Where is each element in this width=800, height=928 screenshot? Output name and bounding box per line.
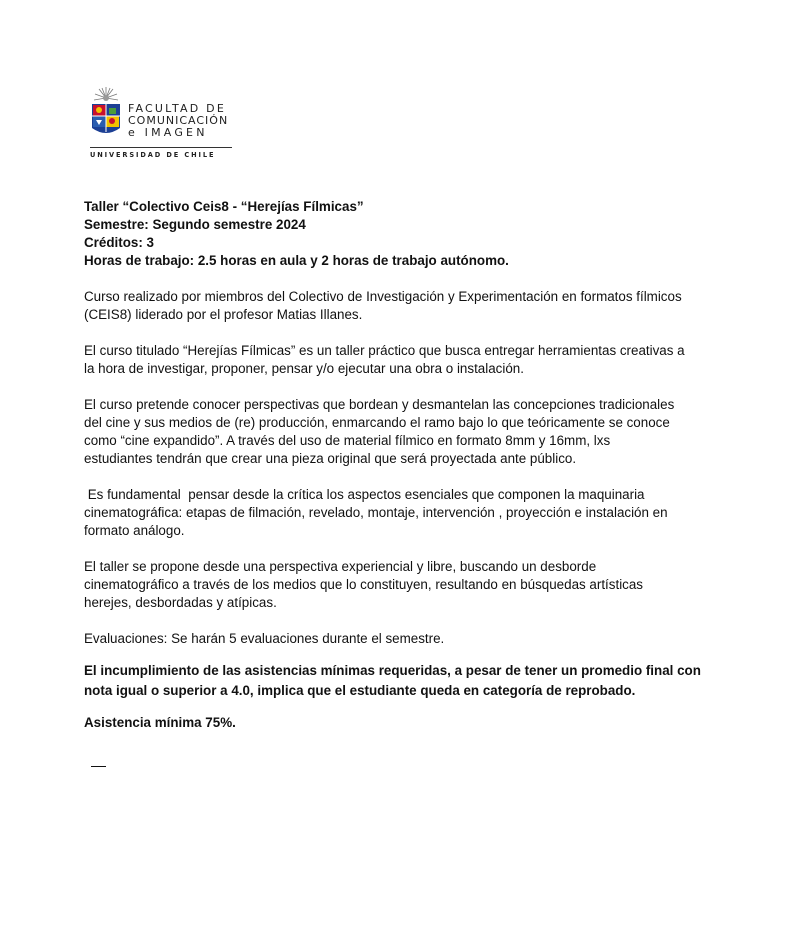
trailing-dash [91, 766, 106, 767]
university-name: UNIVERSIDAD DE CHILE [90, 147, 232, 159]
credits: Créditos: 3 [84, 235, 154, 250]
document-body [84, 198, 714, 732]
paragraph-5-line: El taller se propone desde una perspectiva experiencial y libre, buscando un desborde [84, 559, 597, 574]
warning-line: El incumplimiento de las asistencias mínimas requeridas, a pesar de tener un promedio final con [84, 663, 701, 678]
faculty-name [128, 103, 228, 139]
attendance-requirement: Asistencia mínima 75%. [84, 715, 236, 730]
faculty-name-line-3: e IMAGEN [128, 126, 208, 139]
paragraph-4-line: cinematográfica: etapas de filmación, revelado, montaje, intervención , proyección e instalación en [84, 505, 668, 520]
paragraph-4-line: Es fundamental pensar desde la crítica los aspectos esenciales que componen la maquinaria [84, 487, 645, 502]
paragraph-1-line: (CEIS8) liderado por el profesor Matias Illanes. [84, 307, 363, 322]
work-hours: Horas de trabajo: 2.5 horas en aula y 2 horas de trabajo autónomo. [84, 253, 509, 268]
faculty-logo [88, 86, 238, 162]
warning-line: nota igual o superior a 4.0, implica que el estudiante queda en categoría de reprobado. [84, 683, 636, 698]
evaluations-note: Evaluaciones: Se harán 5 evaluaciones durante el semestre. [84, 631, 445, 646]
paragraph-3-line: estudiantes tendrán que crear una pieza original que será proyectada ante público. [84, 451, 577, 466]
paragraph-3-line: El curso pretende conocer perspectivas que bordean y desmantelan las concepciones tradicionales [84, 397, 675, 412]
paragraph-4-line: formato análogo. [84, 523, 185, 538]
university-seal-icon [88, 86, 128, 142]
course-title: Taller “Colectivo Ceis8 - “Herejías Fílmicas” [84, 199, 364, 214]
paragraph-5-line: herejes, desbordadas y atípicas. [84, 595, 277, 610]
paragraph-3-line: como “cine expandido”. A través del uso de material fílmico en formato 8mm y 16mm, lxs [84, 433, 611, 448]
paragraph-3-line: del cine y sus medios de (re) producción, enmarcando el ramo bajo lo que teóricamente se conoce [84, 415, 670, 430]
faculty-name-line-1: FACULTAD DE [128, 102, 226, 115]
faculty-name-line-2: COMUNICACIÓN [128, 114, 229, 127]
semester: Semestre: Segundo semestre 2024 [84, 217, 306, 232]
paragraph-1-line: Curso realizado por miembros del Colectivo de Investigación y Experimentación en formatos fílmicos [84, 289, 682, 304]
paragraph-5-line: cinematográfico a través de los medios que lo constituyen, resultando en búsquedas artísticas [84, 577, 644, 592]
paragraph-2-line: la hora de investigar, proponer, pensar y/o ejecutar una obra o instalación. [84, 361, 524, 376]
paragraph-2-line: El curso titulado “Herejías Fílmicas” es un taller práctico que busca entregar herramientas creativas a [84, 343, 685, 358]
